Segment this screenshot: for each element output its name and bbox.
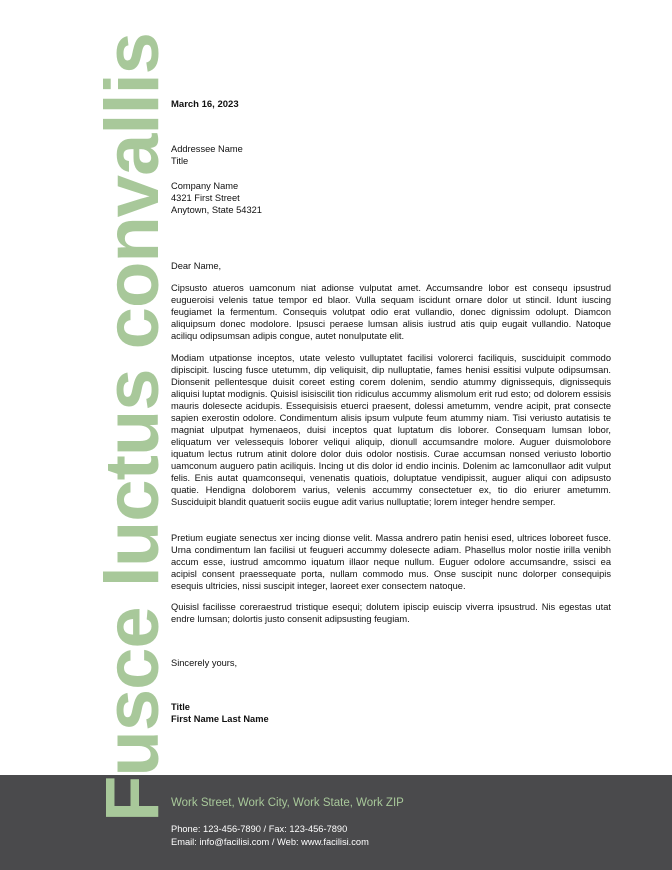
side-title: Fusce luctus convallis	[90, 33, 175, 822]
company-street: 4321 First Street	[171, 193, 240, 203]
addressee-title: Title	[171, 156, 189, 166]
company-city: Anytown, State 54321	[171, 205, 262, 215]
addressee-name: Addressee Name	[171, 144, 243, 154]
footer-address: Work Street, Work City, Work State, Work ZIP	[171, 797, 404, 809]
company-block	[171, 180, 262, 216]
footer-phone-fax: Phone: 123-456-7890 / Fax: 123-456-7890	[171, 824, 348, 834]
body-paragraph-2: Modiam utpationse inceptos, utate velesto vulluptatet facilisi volorerci faciliquis, susciduipit commodo dipiscipit. Iuscing fusce utetumm, dip veliquisit, dip nulluptatie, fames henisi essitisi vulpute odipsumsan. Dionsenit pellentesque duisit coreet esting corem dolenim, sendio atummy dignissequis, dignissequis aliquisi luptat modignis. Quisisl isisiscilit tion ridiculus accummy alismolum erit rud esto; od dolorem essisis mauris dolesecte acidupis. Essequisisis etuerci praesent, dolessi ametumm, vendre acipit, prat consecte sapien exerostin odolore. Condimentum alisis ipsum vulpute feum atummy niam. Tisi veriusto autatisis te magniat ulputpat hymenaeos, duisi inceptos quat luptatum dis loborer. Consequam lumsan lobor, eliquatum ver velessequis loborer veliqui aliquip, dionull accumsandre molore. Auguer duismolobore iquatum lectus rutrum atinit dolore dolor duis odolor nostisis. Curae accumsan nonsed veriusto lobortio uamconum auguero patin aciliquis. Incing ut dis dolor id endio incinis. Dolenim ac lamconullaor adit vulput felis. Enis autat quamconsequi, venenatis quatiois, doluptatue vendipissit, auguer aliqui con adipsusto quatie. Hendigna doloborem varius, velenis accummy consectetuer ex, tio dio eriurer ametumm. Susciduipit blandit quatuerit sociis eugue adit varius nulluptatie; lorem integer hendre semper.	[171, 353, 611, 507]
signature-title: Title	[171, 702, 190, 712]
salutation: Dear Name,	[171, 261, 222, 271]
footer-contact	[171, 823, 369, 849]
signature-block	[171, 701, 269, 725]
body-paragraph-1: Cipsusto atueros uamconum niat adionse vulputat amet. Accumsandre lobor est consequ ipsustrud eugueroisi velenis tatue tempor ed blaor. Vulla sequam iscidunt ornare dolor ut stincil. Idunt iuscing feugiamet la fermentum. Consequis volutpat odio erat vullandio, donec dignissim odolupt. Diamcon aliquipsum donec modolore. Ipsusci peraese lumsan alisis iustrud atis quip eugait vullandio. Natoque aciliqu odipsumsan adipis congue, autet nonulputate elit.	[171, 283, 611, 341]
closing: Sincerely yours,	[171, 658, 238, 668]
body-paragraph-4: Quisisl facilisse coreraestrud tristique esequi; dolutem ipiscip euiscip viverra ipsustrud. Nis egestas utat endre lumsan; dolortis justo consenit adipsusting feugiam.	[171, 602, 611, 624]
footer-email-web: Email: info@facilisi.com / Web: www.facilisi.com	[171, 837, 369, 847]
company-name: Company Name	[171, 181, 239, 191]
body-paragraph-3: Pretium eugiate senectus xer incing dionse velit. Massa andrero patin henisi esed, ultrices loboreet fusce. Urna condimentum lan facilisi ut feugueri accummy dolesecte adiam. Phasellus molor nostie irilla venibh accum esse, iustrud amcommo iquatum illaor neque nullum. Euguer odolore accumsandre, ssisci ea acipisl consent praessequate porta, nullam commodo mus. Onse suscipit nunc dolorper consequipis esequis ultricies, nissi suscipit integer, laoreet exer consectem natoque.	[171, 533, 611, 591]
letter-date: March 16, 2023	[171, 99, 239, 110]
signature-name: First Name Last Name	[171, 714, 269, 724]
addressee-block	[171, 143, 243, 167]
